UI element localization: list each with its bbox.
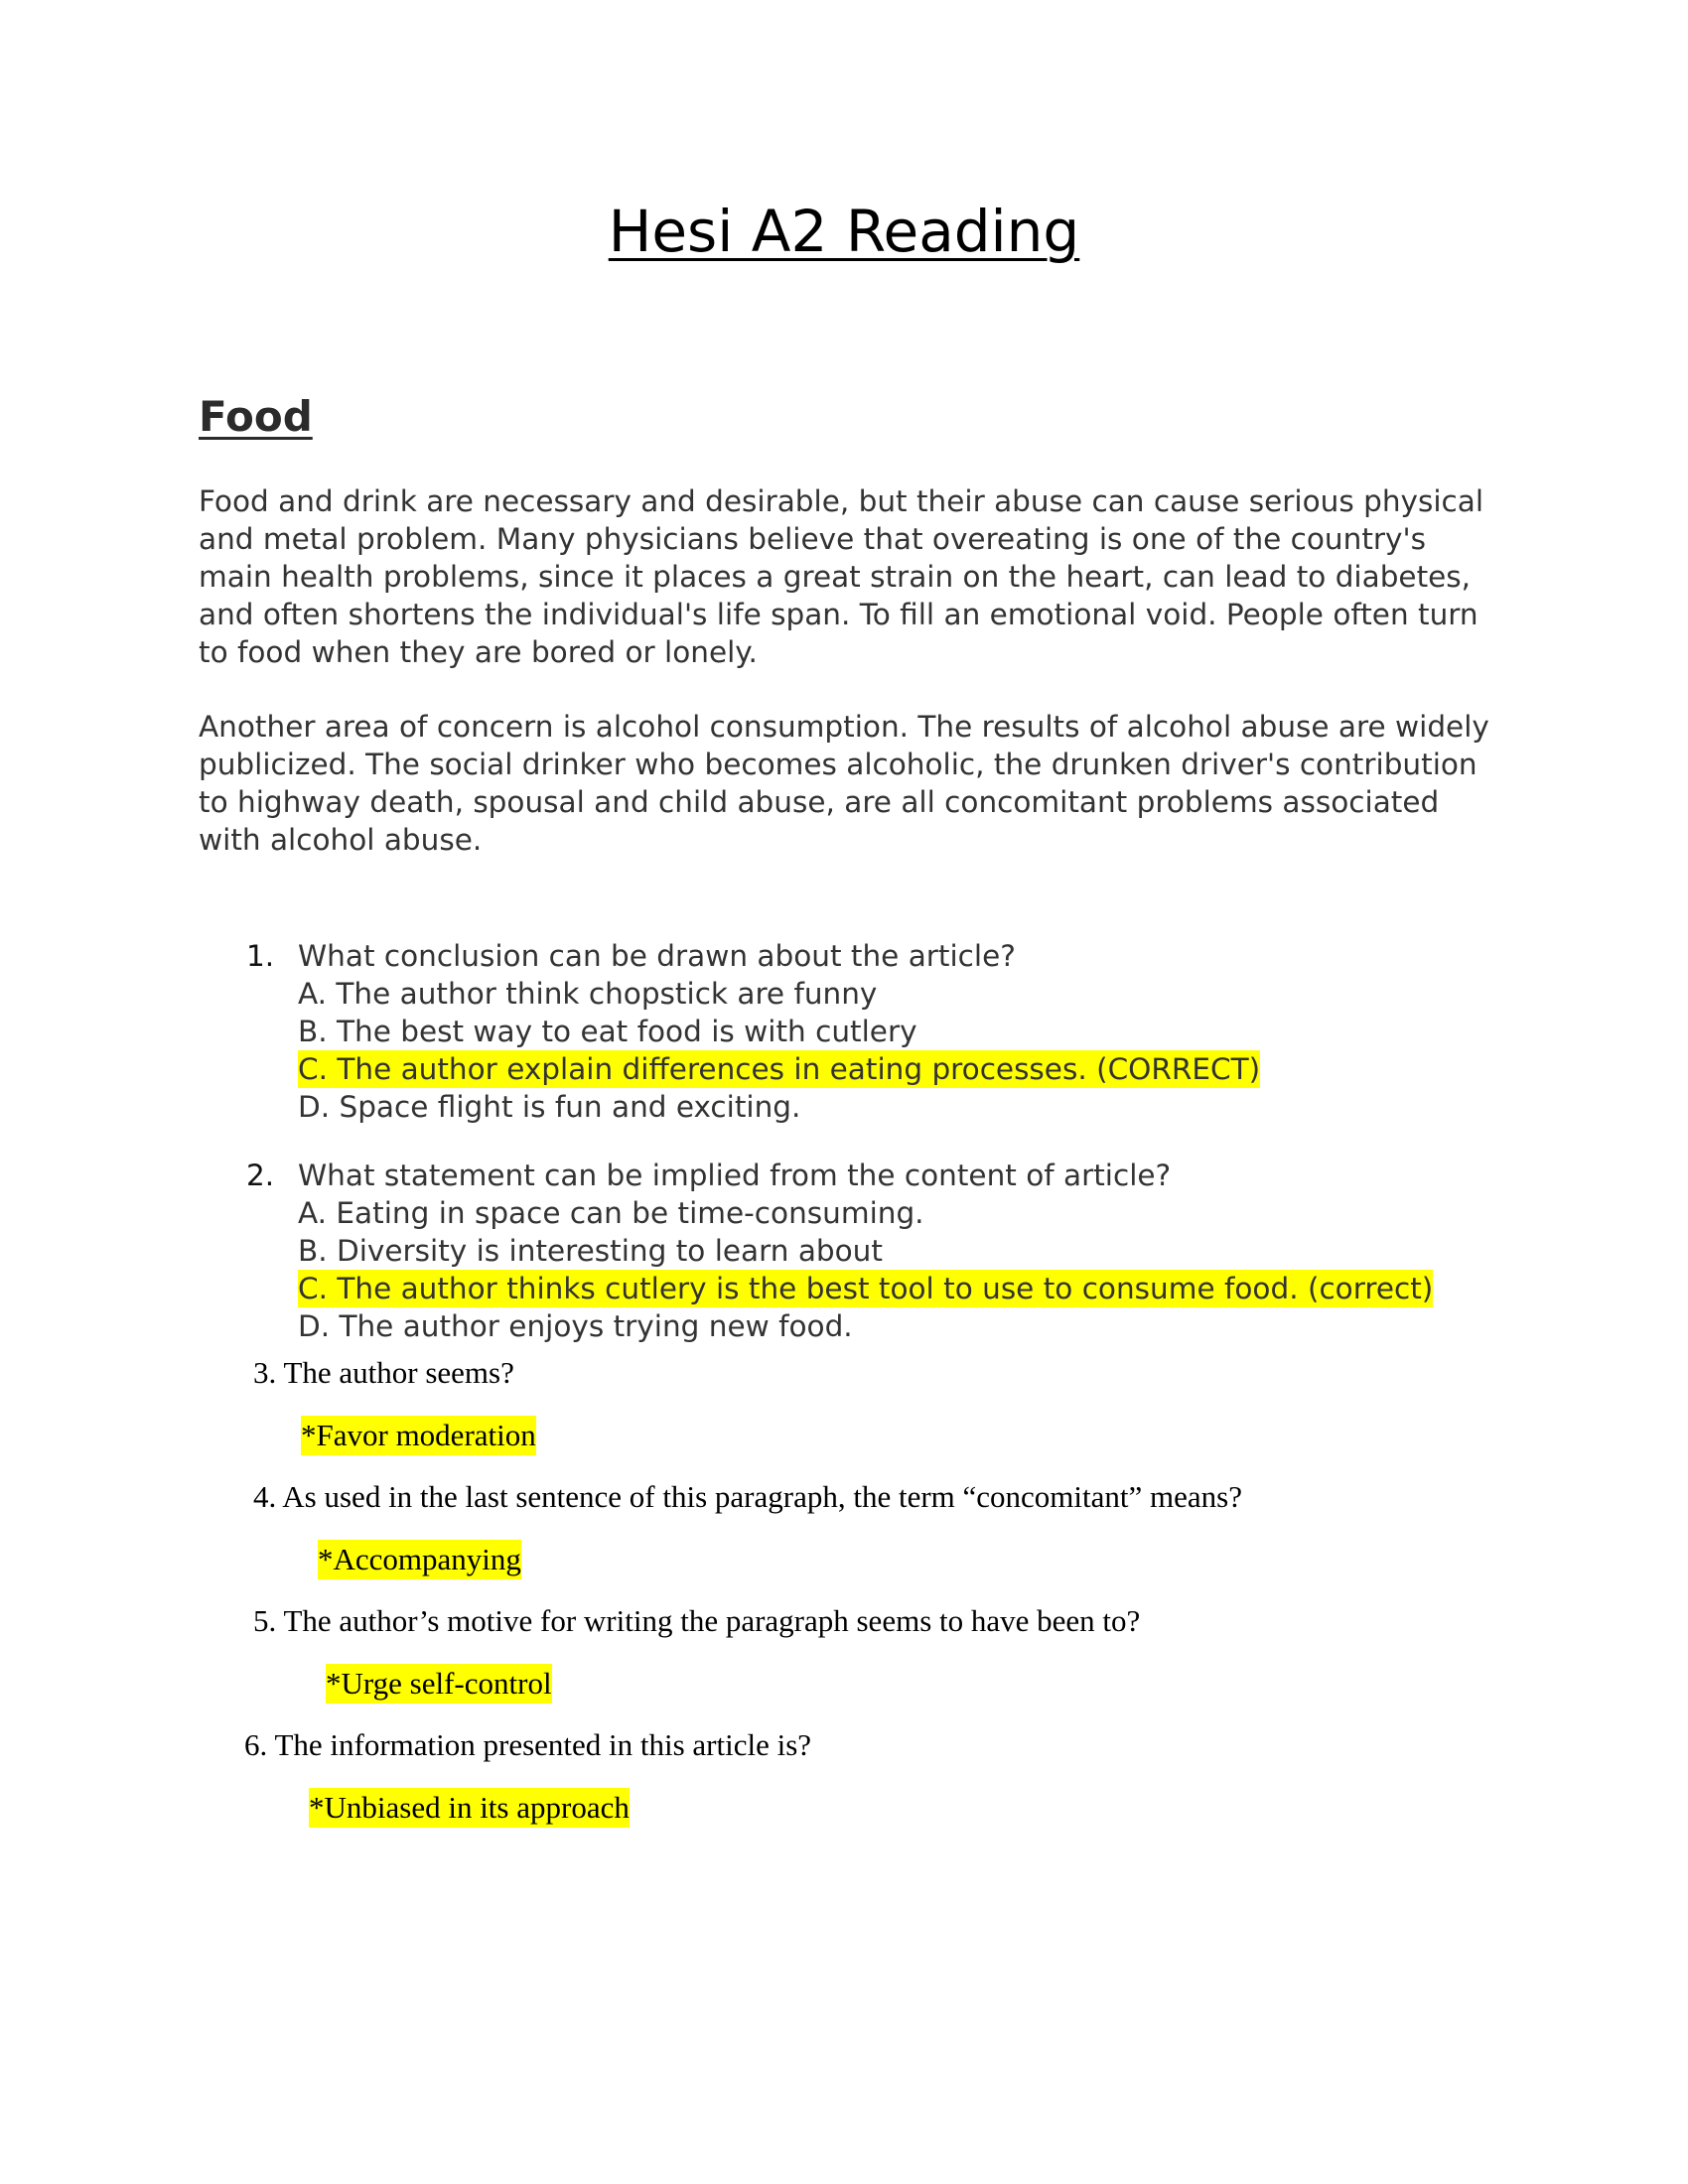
question-2-number: 2. — [246, 1159, 275, 1192]
question-1-option-d: D. Space flight is fun and exciting. — [298, 1090, 801, 1124]
page-title-text: Hesi A2 Reading — [608, 198, 1080, 265]
question-6-text: 6. The information presented in this article is? — [244, 1727, 812, 1762]
question-1-option-a: A. The author think chopstick are funny — [298, 977, 878, 1011]
paragraph-alcohol: Another area of concern is alcohol consumption. The results of alcohol abuse are widely publicized. The social drinker who becomes alcoholic, the drunken driver's contribution to highway death, spousal and child abuse, are all concomitant problems associated with alcohol abuse. — [199, 710, 1489, 857]
page-title — [0, 196, 1688, 267]
question-3-answer: *Favor moderation — [301, 1416, 536, 1455]
question-4-text: 4. As used in the last sentence of this paragraph, the term “concomitant” means? — [253, 1479, 1242, 1514]
question-6-answer: *Unbiased in its approach — [309, 1788, 630, 1828]
question-5-text: 5. The author’s motive for writing the paragraph seems to have been to? — [253, 1603, 1141, 1638]
question-2-option-c-highlighted: C. The author thinks cutlery is the best tool to use to consume food. (correct) — [298, 1272, 1434, 1305]
question-1-option-c-highlighted: C. The author explain differences in eating processes. (CORRECT) — [298, 1052, 1261, 1086]
question-1-text: What conclusion can be drawn about the article? — [298, 939, 1016, 973]
question-2-option-b: B. Diversity is interesting to learn about — [298, 1234, 883, 1268]
paragraph-food: Food and drink are necessary and desirable, but their abuse can cause serious physical and metal problem. Many physicians believe that overeating is one of the country's main health problems, since it places a great strain on the heart, can lead to diabetes, and often shortens the individual's life span. To fill an emotional void. People often turn to food when they are bored or lonely. — [199, 484, 1484, 669]
question-2-option-d: D. The author enjoys trying new food. — [298, 1309, 853, 1343]
section-heading-food: Food — [199, 392, 313, 441]
question-1-option-b: B. The best way to eat food is with cutlery — [298, 1015, 917, 1048]
question-2-option-a: A. Eating in space can be time-consuming. — [298, 1196, 924, 1230]
question-2-text: What statement can be implied from the content of article? — [298, 1159, 1172, 1192]
question-5-answer: *Urge self-control — [326, 1664, 552, 1704]
question-3-text: 3. The author seems? — [253, 1355, 514, 1390]
question-1-number: 1. — [246, 939, 275, 973]
question-4-answer: *Accompanying — [318, 1540, 521, 1579]
